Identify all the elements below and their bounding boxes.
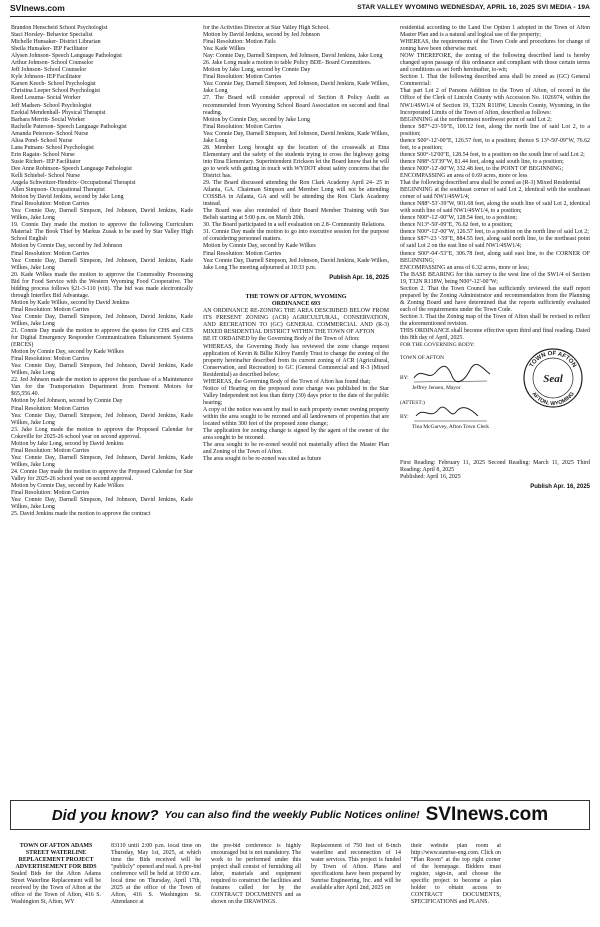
text-line: Motion by Connie Day, second by Kade Wilkes [11,483,124,490]
text-line: 28. Member Long brought up the location of the crosswalk at Etna Elementary and the safety of the students trying to cross the highway going into Etna Elementary. Superintendent Erickson let the Board know that he will go to work with getting in touch with WYDOT about safety concerns that the District has. [203,144,389,179]
text-line: AN ORDINANCE RE-ZONING THE AREA DESCRIBED BELOW FROM ITS PRESENT ZONING (ACR) AGRICULTURAL, CONSERVATION, AND RECREATION TO (GC) GENERAL COMMERCIAL AND (R-3) MIXED RESIDENTIAL DISTRICT WITHIN THE TOWN OF AFTON [203,308,389,336]
text-line: Lana Putnam- School Psychologist [11,144,94,151]
text-line: Jeff Madsen- School Psychologist [11,102,92,109]
text-line: thence N00°-12'-00"W, 332.48 feet, to the POINT OF BEGINNING; [400,165,564,172]
text-line: Section 2. That the Town Council has sufficiently reviewed the staff report prepared by the Zoning Administrator and recommendation from the Planning & Zoning Board and have determined that the reports sufficiently evaluated each of the requirements under the Town Code. [400,285,590,313]
text-line: Motion by Connie Day, second by Jake Long [203,116,310,123]
text-line: Brandon Henscheid School Psychologist [11,25,108,31]
text-line: Arthur Johnson- School Counselor [11,60,94,67]
text-line: The area sought to be re-zoned was sited as future [203,456,322,463]
text-line: Final Resolution: Motion Carries [203,74,282,81]
text-line: Yea: Connie Day, Darnell Simpson, Jed Johnson, David Jenkins, Kade Wilkes, Jake Long [11,412,193,426]
text-line: Erin Ragain- School Nurse [11,151,75,158]
text-line: Yea: Connie Day, Darnell Simpson, Jed Johnson, David Jenkins, Kade Wilkes, Jake Long [11,257,193,271]
text-line: Barbara Merritt- Social Worker [11,116,86,123]
text-line: 23. Jake Long made the motion to approve the Proposed Calendar for Cokeville for 2025-26 school year on second approval. [11,426,193,440]
text-line: Jeff Johnson- School Counselor [11,67,87,74]
text-line: Final Resolution: Motion Carries [203,250,282,257]
text-line: Alisa Pond- School Nurse [11,137,73,144]
site-name[interactable]: SVInews.com [10,3,65,13]
text-line: Kelli Schiebel- School Nurse [11,172,81,179]
text-line: Motion by Jed Johnson, second by Connie Day [11,398,123,405]
bid-ad-text-3: the pre-bid conference is highly encouraged but is not mandatory. The work to be performed under this project shall consist of furnishing all labor, materials and equipment required to construct the facilities and features called for by the CONTRACT DOCUMENTS and as shown on the DRAWINGS. [211,843,301,906]
text-line: Motion by Connie Day, second by Kade Wilkes [203,243,316,250]
attest-label: (ATTEST:) [400,400,425,407]
text-line: Reed Lesuma- Social Worker [11,95,81,102]
text-line: Motion by David Jenkins, second by Jed Johnson [203,32,320,39]
text-line: Final Resolution: Motion Carries [11,490,90,497]
text-line: 31. Connie Day made the motion to go into executive session for the purpose of considering personnel matters. [203,229,389,243]
column-2 [203,25,389,785]
text-line: WHEREAS, the Governing Body has reviewed the zone change request application of Kevin & Billie Kilroy Family Trust to change the zoning of the property hereinafter described from its current zoning of ACR (Agricultural, Conservation, and Recreation) to GC (General Commercial and R-3 (Mixed Residential) as described below; [203,343,389,378]
text-line: 30. The Board participated in a self evaluation on 2.8- Community Relations. [203,222,386,229]
text-line: 26. Jake Long made a motion to table Policy BDE- Board Committees. [203,60,372,67]
text-line: residential according to the Land Use Option 1 adopted in the Town of Afton Master Plan and is a natural and logical use of the property; [400,25,590,39]
text-line: The application for zoning change is signed by the agent of the owner of the area sought to be rezoned. [203,428,389,442]
text-line: Yea: Connie Day, Darnell Simpson, Jed Johnson, David Jenkins, Kade Wilkes, Jake Long [203,130,389,144]
text-line: Final Resolution: Motion Carries [11,250,90,257]
page-header [10,3,590,17]
text-line: Motion by Kade Wilkes, second by David Jenkins [11,299,130,306]
text-line: ENCOMPASSING an area of 0.69 acres, more or less [400,172,528,179]
bid-ad-text-2: 83110 until 2:00 p.m. local time on Thursday, May 1st, 2025, at which time the Bids received will be "publicly" opened and read. A pre-bid conference will be held at 10:00 a.m. local time on Thursday, April 17th, 2025 at the office of the Town of Afton, 416 S. Washington St. Attendance at [111,843,201,906]
text-line: Amanda Peterson- School Nurse [11,130,89,137]
banner-message: You can also find the weekly Public Notices online! [164,809,420,821]
notice-title: THE TOWN OF AFTON, WYOMING [245,293,347,300]
signature-block [400,342,590,460]
bid-ad-col-5 [411,843,501,923]
published-line: Published: April 16, 2025 [400,474,461,481]
text-line: 20. Kade Wilkes made the motion to approve the Commodity Processing Bid for Food Service with the Western Wyoming Food Cooperative. The bidding process follows §21-3-110 (viii). The bid was made electronically through Interflex Bid Advantage. [11,271,193,299]
text-line: Yea: Connie Day, Darnell Simpson, Jed Johnson, David Jenkins, Kade Wilkes, Jake Long [203,81,389,95]
text-line: for the Activities Director at Star Valley High School. [203,25,330,31]
banner-url[interactable]: SVInews.com [425,804,549,825]
reading-dates: First Reading: February 11, 2025 Second Reading: March 11, 2025 Third Reading: April 8, 2025 [400,460,590,474]
text-line: Sheila Hunsaker- IEP Facilitator [11,46,88,53]
text-line: Section 3. That the Zoning map of the Town of Afton shall be revised to reflect the aforementioned revision. [400,313,590,327]
bid-ad-title: TOWN OF AFTON ADAMS STREET WATERLINE REPLACEMENT PROJECT ADVERTISEMENT FOR BIDS [15,843,97,871]
text-line: Yea: Kade Wilkes [203,46,246,53]
text-line: WHEREAS, the Governing Body of the Town of Afton has found that; [203,378,371,385]
text-line: Motion by David Jenkins, second by Jake Long [11,194,124,201]
by-label-2: BY: [400,414,409,421]
text-line: 25. David Jenkins made the motion to approve the contract [11,511,151,518]
text-line: Nay: Connie Day, Darnell Simpson, Jed Johnson, David Jenkins, Jake Long [203,53,383,60]
text-line: Susie Richert- IEP Facilitator [11,158,81,165]
text-line: Alysen Johnson- Speech Language Pathologist [11,53,122,60]
bid-ad-col-4 [311,843,401,923]
text-line: A copy of the notice was sent by mail to each property owner owning property within the area sought to be rezoned and all landowners of properties that are located within 300 feet of the proposed zone change; [203,406,389,428]
text-line: 21. Connie Day made the motion to approve the quotes for CHS and CES for Digital Emergency Responder Communications Enhancement Systems (ERCES) [11,328,193,349]
text-line: Section 1. That the following described area shall be zoned as (GC) General Commercial: [400,74,590,88]
school-board-minutes-cont [203,25,389,272]
ordinance-text [203,308,389,463]
text-line: Rachelle Paterson- Speech Language Pathologist [11,123,127,130]
text-line: thence N00°-12'-00"W, 128.54 feet, to a position; [400,215,517,222]
text-line: Allen Simpson- Occupational Therapist [11,187,105,194]
text-line: The BASE BEARING for this survey is the west line of the SW1/4 of Section 19, T32N R118W, being N00°-12'-00"W; [400,271,590,285]
text-line: BEGINNING at the northernmost northwest point of said Lot 2; [400,116,552,123]
text-line: Motion by Connie Day, second by Kade Wilkes [11,349,124,356]
svg-text:TOWN OF AFTON: TOWN OF AFTON [528,351,577,369]
text-line: Yea: Connie Day, Darnell Simpson, Jed Johnson, David Jenkins, Kade Wilkes, Jake Long [11,313,193,327]
clerk-signature [412,404,492,424]
text-line: Dee Anne Robinson- Speech Language Pathologist [11,165,132,172]
text-line: That the following described area shall be zoned as (R-3) Mixed Residential [400,180,581,187]
town-seal-icon [522,347,584,409]
text-line: The Board was also reminded of their Board Member Training with Sue Belish starting at 5:00 p.m. on March 20th. [203,208,389,222]
banner-question: Did you know? [51,806,159,824]
column-1 [11,25,193,785]
text-line: THIS ORDINANCE shall become effective upon third and final reading. Dated this 8th day of April, 2025. [400,328,590,342]
text-line: Final Resolution: Motion Carries [11,405,90,412]
text-line: Yea: Connie Day, Darnell Simpson, Jed Johnson, David Jenkins, Kade Wilkes, Jake Long [11,497,193,511]
ordinance-number: ORDINANCE 693 [271,300,321,307]
column-3 [400,25,590,785]
ordinance-text-cont [400,25,590,342]
text-line: thence N88°-53'39"W, 81.44 feet, along said south line, to a position; [400,158,564,165]
text-line: Ezekial Mendenhall- Physical Therapist [11,109,106,116]
text-line: Karsen Keech- School Psychologist [11,81,96,88]
text-line: 24. Connie Day made the motion to approve the Proposed Calendar for Star Valley for 2025-26 school year on second approval. [11,468,193,482]
text-line: thence S00°-12'-00"E, 126.57 feet, to a position; thence S 13°-50'-09"W, 76.62 feet, to a position; [400,137,590,151]
bid-ad-col-2 [111,843,201,923]
issue-info: STAR VALLEY WYOMING WEDNESDAY, APRIL 16, 2025 SVI MEDIA - 19A [357,4,590,11]
publish-date-2: Publish Apr. 16, 2025 [530,484,590,491]
text-line: Staci Horsley- Behavior Specialist [11,32,93,39]
text-line: Final Resolution: Motion Carries [11,447,90,454]
text-line: Notice of Hearing on the proposed zone change was published in the Star Valley Independent not less than thirty (30) days prior to the date of the public hearing; [203,385,389,406]
text-line: Final Resolution: Motion Carries [203,123,282,130]
text-line: thence S87°-23 '-59"E, 884.55 feet, along said north line, to the northeast point of said Lot 2 on the east line of said NW1/4SW1/4; [400,236,590,250]
text-line: thence S87°-23'-59"E, 100.12 feet, along the north line of said Lot 2, to a position; [400,123,590,137]
text-line: 29. The Board discussed attending the Ron Clark Academy April 24- 25 in Atlanta, GA. Chairman Simpson and Member Long will not be attending COSSBA in Atlanta, GA and will be attending the Ron Clark Academy instead. [203,180,389,208]
text-line: BEGINNING at the southeast corner of said Lot 2, identical with the southeast corner of said NW1/4SW1/4; [400,187,590,201]
text-line: Kyle Johnson- IEP Facilitator [11,74,82,81]
public-notices-banner [10,800,590,830]
text-line: Motion by Jake Long, second by Connie Day [203,67,311,74]
bid-ad-text-4: Replacement of 750 feet of 8-inch waterline and reconnection of 14 water services. This project is funded by Town of Afton. Plans and specifications have been prepared by Sunrise Engineering, Inc. and will be available after April 2nd, 2025 on [311,843,401,892]
text-line: thence N13°-50'-09"E, 76.62 feet, to a position; [400,222,513,229]
text-line: thence S00°-04'-53"E, 306.78 feet, along said east line, to the CORNER OF BEGINNING; [400,250,590,264]
text-line: 27. The Board will consider approval of Section 8 Policy Audit as recommended from Wyoming School Board Association on second and final reading. [203,95,389,116]
mayor-name: Jeffrey Jensen, Mayor [412,385,461,392]
text-line: The area sought to be re-zoned would not materially affect the Master Plan and Zoning of the Town of Afton. [203,442,389,456]
text-line: Michelle Hunsaker- District Librarian [11,39,101,46]
text-line: thence N00°-12'-00"W, 126.57 feet, to a position on the north line of said Lot 2; [400,229,589,236]
mayor-signature [412,364,492,384]
text-line: thence N88°-53'-39"W, 901.68 feet, along the south line of said Lot 2, identical with south line of said NW1/4SW1/4, to a position; [400,201,590,215]
town-label: TOWN OF AFTON [400,355,445,362]
text-line: Final Resolution: Motion Fails [203,39,276,46]
text-line: Motion by Connie Day, second by Jed Johnson [11,243,123,250]
text-line: 19. Connie Day made the motion to approve the following Curriculum Material: The Book Thief by Markus Zusak to be used by Star Valley High School English [11,222,193,243]
clerk-name: Tina McGarvey, Afton Town Clerk [412,424,490,431]
bid-ad-text-1: Sealed Bids for the Afton Adams Street Waterline Replacement will be received by the Town of Afton at the office of the Town of Afton, 416 S. Washington St, Afton, WY [11,871,101,906]
text-line: BE IT ORDAINED by the Governing Body of the Town of Afton: [203,336,360,343]
text-line: thence S00°-12'00"E, 128.54 feet, to a position on the south line of said Lot 2; [400,151,585,158]
text-line: Yea: Connie Day, Darnell Simpson, Jed Johnson, David Jenkins, Kade Wilkes, Jake Long The meeting adjourned at 10:33 p.m. [203,257,389,271]
text-line: Yea: Connie Day, Darnell Simpson, Jed Johnson, David Jenkins, Kade Wilkes, Jake Long [11,208,193,222]
bid-ad-col-1 [11,843,101,923]
bid-ad-col-3 [211,843,301,923]
text-line: ENCOMPASSING an area of 6.32 acres, more or less; [400,264,530,271]
text-line: Final Resolution: Motion Carries [11,306,90,313]
text-line: Angela Schweitzer-Hendrix- Occupational Therapist [11,180,136,187]
bid-ad-text-5: their website plan room at http://www.sunrise-eng.com. Click on "Plan Room" at the top right corner of the homepage. Bidders must register, sign-in, and choose the specific project to become a plan holder to obtain access to CONTRACT DOCUMENTS, SPECIFICATIONS and PLANS. [411,843,501,906]
text-line: Christina Leeper School Psychologist [11,88,101,95]
publish-date: Publish Apr. 16, 2025 [329,274,389,281]
text-line: Final Resolution: Motion Carries [11,201,90,208]
svg-text:AFTON, WYOMING: AFTON, WYOMING [530,391,576,408]
text-line: Final Resolution: Motion Carries [11,356,90,363]
svg-text:Seal: Seal [543,373,563,386]
text-line: Yea: Connie Day, Darnell Simpson, Jed Johnson, David Jenkins, Kade Wilkes, Jake Long [11,363,193,377]
text-line: WHEREAS, the requirements of the Town Code and procedures for change of zoning have been otherwise met. [400,39,590,53]
text-line: Motion by Jake Long, second by David Jenkins [11,440,124,447]
text-line: NOW THEREFORE, the zoning of the following described land is hereby changed upon passage of this ordinance and compliant with those certain terms and conditions as set forth hereinafter, to-wit; [400,53,590,74]
text-line: Yea: Connie Day, Darnell Simpson, Jed Johnson, David Jenkins, Kade Wilkes, Jake Long [11,454,193,468]
by-label-1: BY: [400,375,409,382]
for-governing-body: FOR THE GOVERNING BODY: [400,342,475,349]
text-line: 22. Jed Johnson made the motion to approve the purchase of a Maintenance Van for the Transportation Department from Fremont Motors for $65,556.40. [11,377,193,398]
text-line: That part Lot 2 of Parsons Addition to the Town of Afton, of record in the Office of the Clerk of Lincoln County with Accession No. 1026974, within the NW1/4SW1/4 of Section 19, T32N R118W, Lincoln County, Wyoming, in the Incorporated Limits of the Town of Afton, described as follows: [400,88,590,116]
